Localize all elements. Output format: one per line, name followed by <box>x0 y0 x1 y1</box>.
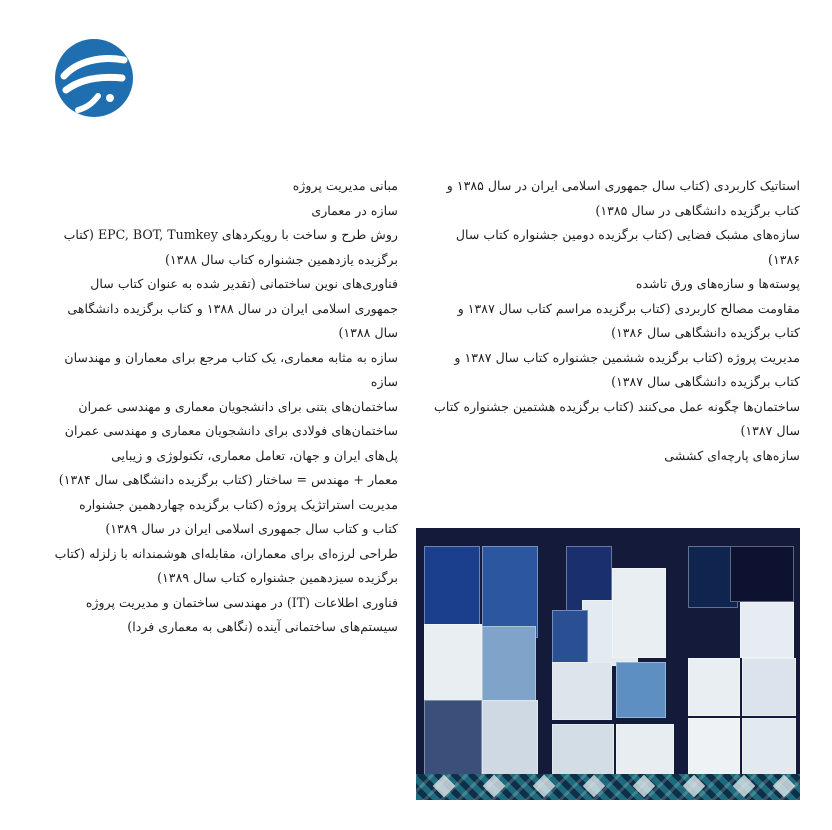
book-cover <box>612 568 666 658</box>
book-title: سازه‌های پارچه‌ای کششی <box>664 447 800 463</box>
book-covers-collage <box>416 528 800 800</box>
book-title: فناوری اطلاعات (IT) در مهندسی ساختمان و مدیریت پروژه <box>85 594 398 610</box>
book-title: مبانی مدیریت پروژه <box>292 178 398 193</box>
book-cover <box>424 700 482 776</box>
book-title: فناوری‌های نوین ساختمانی (تقدیر شده به عنوان کتاب سال جمهوری اسلامی ایران در سال ۱۳۸۸ و کتاب برگزیده دانشگاهی سال ۱۳۸۸) <box>67 276 398 340</box>
book-cover <box>482 700 538 776</box>
book-title: سازه‌های مشبک فضایی (کتاب برگزیده دومین جشنواره کتاب سال ۱۳۸۶) <box>455 227 800 267</box>
book-cover <box>482 546 538 638</box>
book-title: سیستم‌های ساختمانی آینده (نگاهی به معماری فردا) <box>127 619 398 634</box>
book-cover <box>552 610 588 668</box>
book-title: سازه به مثابه معماری، یک کتاب مرجع برای معماران و مهندسان سازه <box>64 349 398 389</box>
book-cover <box>740 602 794 658</box>
book-list-right <box>434 174 800 468</box>
book-title: مدیریت پروژه (کتاب برگزیده ششمین جشنواره کتاب سال ۱۳۸۷ و کتاب برگزیده دانشگاهی سال ۱۳۸۷) <box>454 349 800 389</box>
book-title: مقاومت مصالح کاربردی (کتاب برگزیده مراسم کتاب سال ۱۳۸۷ و کتاب برگزیده دانشگاهی سال ۱۳۸۶) <box>457 300 800 340</box>
book-title: مدیریت استراتژیک پروژه (کتاب برگزیده چهاردهمین جشنواره کتاب و کتاب سال جمهوری اسلامی ایران در سال ۱۳۸۹) <box>79 496 398 536</box>
book-cover <box>552 724 614 776</box>
book-title: سازه در معماری <box>311 202 398 218</box>
book-title: ساختمان‌های فولادی برای دانشجویان معماری و مهندسی عمران <box>64 423 398 438</box>
book-cover <box>616 724 674 776</box>
book-cover <box>688 658 740 716</box>
book-cover <box>742 658 796 716</box>
book-title: ساختمان‌ها چگونه عمل می‌کنند (کتاب برگزیده هشتمین جشنواره کتاب سال ۱۳۸۷) <box>434 398 800 438</box>
book-title: ساختمان‌های بتنی برای دانشجویان معماری و مهندسی عمران <box>78 398 398 414</box>
book-cover <box>742 718 796 776</box>
publisher-logo-icon <box>52 38 136 118</box>
book-cover <box>552 662 612 720</box>
book-cover <box>730 546 794 602</box>
book-title: طراحی لرزه‌ای برای معماران، مقابله‌ای هوشمندانه با زلزله (کتاب برگزیده سیزدهمین جشنواره کتاب سال ۱۳۸۹) <box>54 545 398 585</box>
book-title: معمار + مهندس = ساختار (کتاب برگزیده دانشگاهی سال ۱۳۸۴) <box>58 472 398 487</box>
book-title: روش طرح و ساخت با رویکردهای EPC, BOT, Tumkey (کتاب برگزیده یازدهمین جشنواره کتاب سال ۱۳۸۸) <box>63 227 398 267</box>
book-list-left <box>52 174 398 640</box>
book-cover <box>688 718 740 776</box>
book-title: استاتیک کاربردی (کتاب سال جمهوری اسلامی ایران در سال ۱۳۸۵ و کتاب برگزیده دانشگاهی در سال ۱۳۸۵) <box>446 178 800 218</box>
book-title: پوسته‌ها و سازه‌های ورق تاشده <box>635 276 800 291</box>
book-title: پل‌های ایران و جهان، تعامل معماری، تکنولوژی و زیبایی <box>111 447 398 463</box>
book-cover <box>616 662 666 718</box>
